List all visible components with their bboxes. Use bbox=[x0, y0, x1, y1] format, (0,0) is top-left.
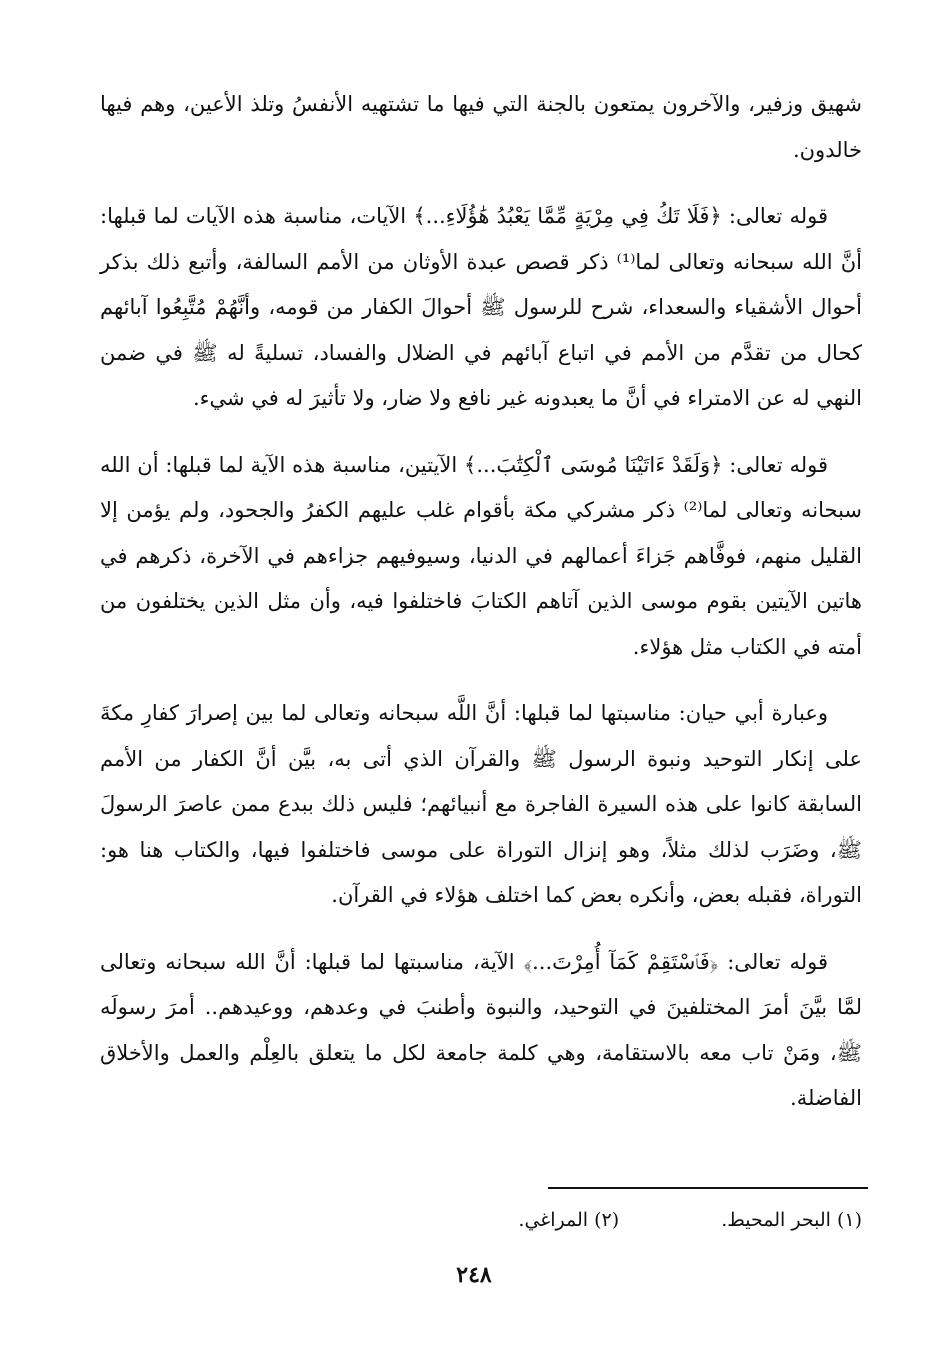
paragraph-2: قوله تعالى: ﴿فَلَا تَكُ فِي مِرْيَةٍ مِّمَّا يَعْبُدُ هَٰؤُلَاءِ...﴾ الآيات، مناسبة هذه الآيات لما قبلها: أنَّ الله سبحانه وتعالى لما⁽¹⁾ ذكر قصص عبدة الأوثان من الأمم السالفة، وأتبع ذلك بذكر أحوال الأشقياء والسعداء، شرح للرسول ﷺ أحوالَ الكفار من قومه، وأنَّهُمْ مُتَّبِعُوا آبائهم كحال من تقدَّم من الأمم في اتباع آبائهم في الضلال والفساد، تسليةً له ﷺ في ضمن النهي له عن الامتراء في أنَّ ما يعبدونه غير نافع ولا ضار، ولا تأثيرَ له في شيء. bbox=[100, 204, 862, 410]
footnote-separator bbox=[548, 1187, 868, 1189]
paragraph-1: شهيق وزفير، والآخرون يمتعون بالجنة التي فيها ما تشتهيه الأنفسُ وتلذ الأعين، وهم فيها خالدون. bbox=[100, 92, 862, 162]
paragraph-4: وعبارة أبي حيان: مناسبتها لما قبلها: أنَّ اللَّه سبحانه وتعالى لما بين إصرارَ كفارِ مكةَ على إنكار التوحيد ونبوة الرسول ﷺ والقرآن الذي أتى به، بيَّن أنَّ الكفار من الأمم السابقة كانوا على هذه السيرة الفاجرة مع أنبيائهم؛ فليس ذلك ببدع ممن عاصرَ الرسولَ ﷺ، وضَرَب لذلك مثلاً، وهو إنزال التوراة على موسى فاختلفوا فيها، والكتاب هنا هو: التوراة، فقبله بعض، وأنكره بعض كما اختلف هؤلاء في القرآن. bbox=[100, 701, 862, 907]
footnotes bbox=[100, 1205, 862, 1235]
page-body bbox=[100, 82, 862, 1143]
page-number: ٢٤٨ bbox=[456, 1262, 492, 1288]
footnote-1: (١) البحر المحيط. bbox=[721, 1209, 862, 1231]
paragraph-5: قوله تعالى: ﴿فَٱسْتَقِمْ كَمَآ أُمِرْتَ...﴾ الآية، مناسبتها لما قبلها: أنَّ الله سبحانه وتعالى لمَّا بيَّنَ أمرَ المختلفينَ في التوحيد، والنبوة وأطنبَ في وعدهم، ووعيدهم.. أمرَ رسولَه ﷺ، ومَنْ تاب معه بالاستقامة، وهي كلمة جامعة لكل ما يتعلق بالعِلْم والعمل والأخلاق الفاضلة. bbox=[100, 949, 862, 1110]
paragraph-3: قوله تعالى: ﴿وَلَقَدْ ءَاتَيْنَا مُوسَى ٱلْكِتَٰبَ...﴾ الآيتين، مناسبة هذه الآية لما قبلها: أن الله سبحانه وتعالى لما⁽²⁾ ذكر مشركي مكة بأقوام غلب عليهم الكفرُ والجحود، ولم يؤمن إلا القليل منهم، فوفَّاهم جَزاءَ أعمالهم في الدنيا، وسيوفيهم جزاءهم في الآخرة، ذكرهم في هاتين الآيتين بقوم موسى الذين آتاهم الكتابَ فاختلفوا فيه، وأن مثل الذين يختلفون من أمته في الكتاب مثل هؤلاء. bbox=[100, 452, 863, 659]
footnote-2: (٢) المراغي. bbox=[518, 1209, 620, 1231]
